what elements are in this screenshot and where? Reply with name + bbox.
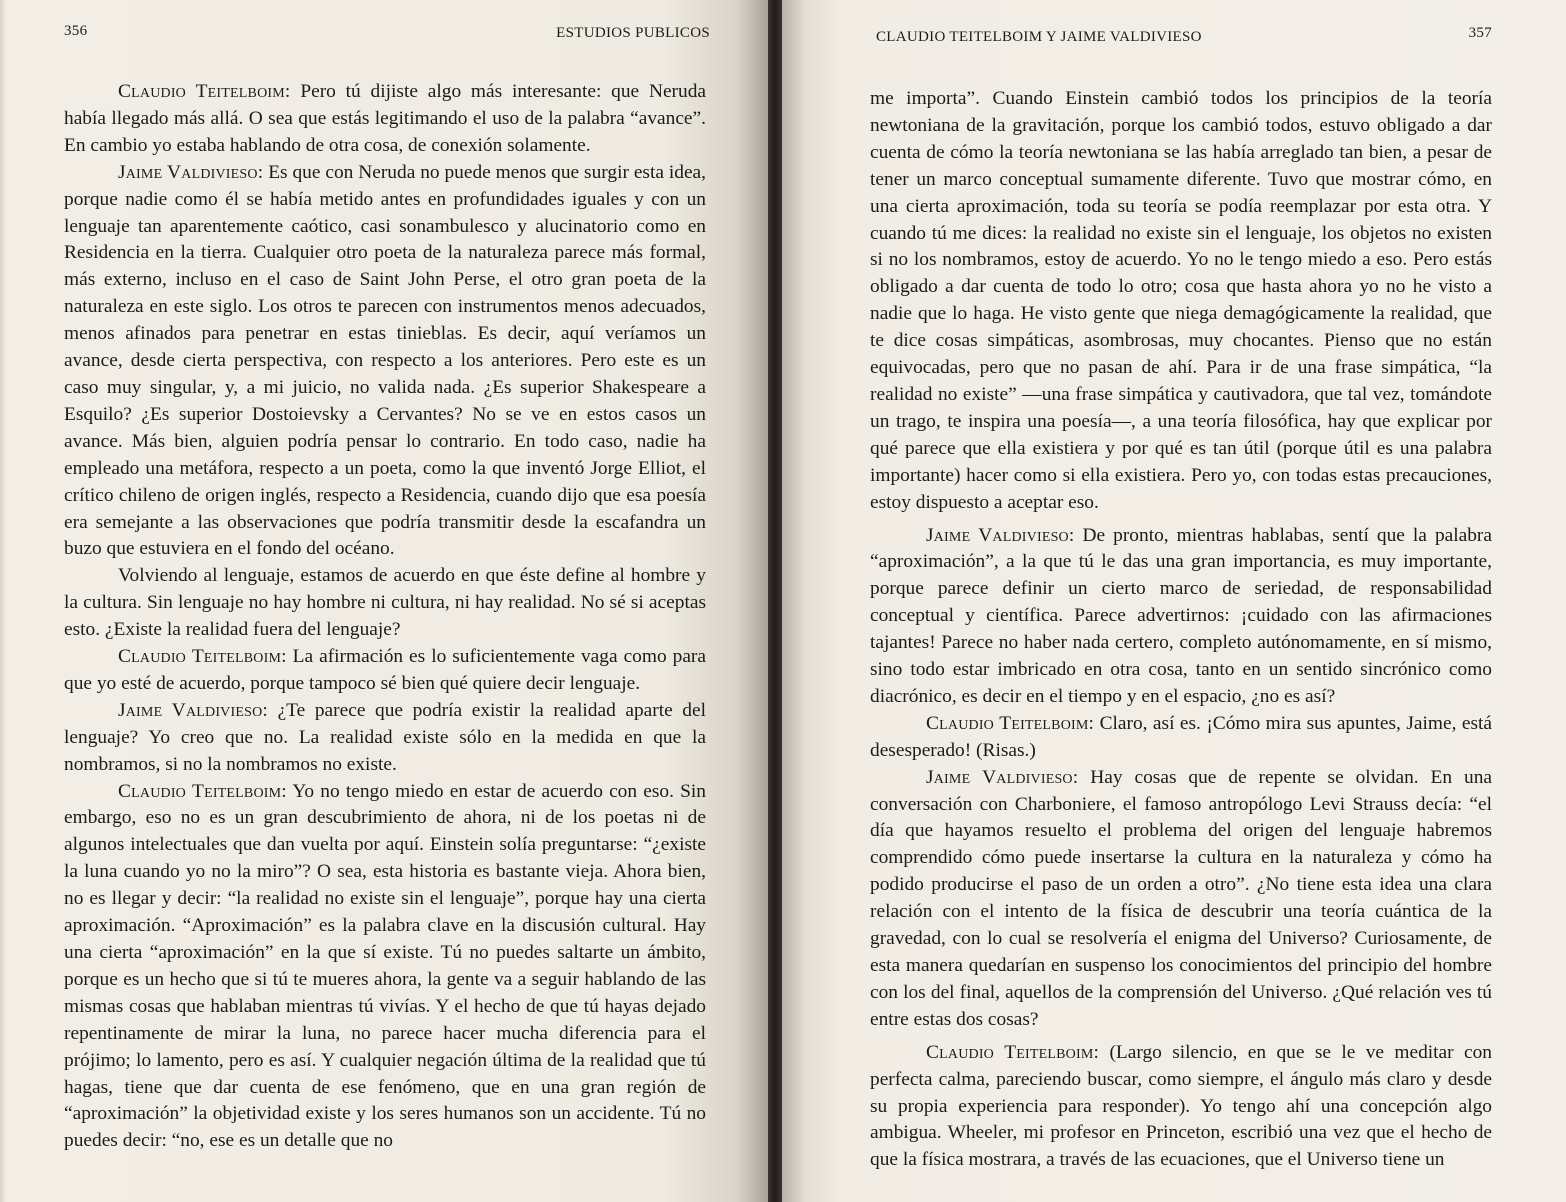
speaker-name: Jaime Valdivieso: xyxy=(118,699,268,721)
paragraph-text: Volviendo al lenguaje, estamos de acuerdo en que éste define al hombre y la cultura. Sin lenguaje no hay hombre ni cultura, ni hay realidad. No sé si aceptas esto. ¿Existe la realidad fuera del lenguaje? xyxy=(64,565,706,641)
page-number: 357 xyxy=(1468,25,1492,41)
paragraph xyxy=(64,79,706,160)
paragraph-text: Hay cosas que de repente se olvidan. En una conversación con Charboniere, el famoso antropólogo Levi Strauss decía: “el día que hayamos resuelto el problema del origen del lenguaje habremos comprendido cómo puede insertarse la cultura en la naturaleza y cómo ha podido producirse el paso de un orden a otro”. ¿No tiene esta idea una clara relación con el intento de la física de descubrir una teoría cuántica de la gravedad, con lo cual se resolvería el enigma del Universo? Curiosamente, de esta manera quedarían en suspenso los conocimientos del principio del hombre con los del final, aquellos de la comprensión del Universo. ¿Qué relación ves tú entre estas dos cosas? xyxy=(870,766,1492,1030)
paragraph-text: Yo no tengo miedo en estar de acuerdo con eso. Sin embargo, eso no es un gran descubrimiento de ahora, ni de los poetas ni de algunos intelectuales que dan vuelta por aquí. Einstein solía preguntarse: “¿existe la luna cuando yo no la miro”? O sea, esta historia es bastante vieja. Ahora bien, no es llegar y decir: “la realidad no existe sin el lenguaje”, porque hay una cierta aproximación. “Aproximación” es la palabra clave en la discusión cultural. Hay una cierta “aproximación” en la que sí existe. Tú no puedes saltarte un ámbito, porque es un hecho que si tú te mueres ahora, la gente va a seguir hablando de las mismas cosas que hablaban mientras tú vivías. Y el hecho de que tú hayas dejado repentinamente de mirar la luna, no parece hacer mucha diferencia para el prójimo; lo lamento, pero es así. Y cualquier negación última de la realidad que tú hagas, tiene que dar cuenta de ese fenómeno, que en una gran región de “aproximación” la objetividad existe y los seres humanos son un accidente. Tú no puedes decir: “no, ese es un detalle que no xyxy=(64,780,706,1152)
paragraph-text: Es que con Neruda no puede menos que surgir esta idea, porque nadie como él se había metido antes en profundidades iguales y con un lenguaje tan aparentemente caótico, casi sonambulesco y alucinatorio como en Residencia en la tierra. Cualquier otro poeta de la naturaleza parece más formal, más externo, incluso en el caso de Saint John Perse, el otro gran poeta de la naturaleza en este siglo. Los otros te parecen con instrumentos menos adecuados, menos afinados para penetrar en estas tinieblas. Es decir, aquí veríamos un avance, desde cierta perspectiva, con respecto a los anteriores. Pero este es un caso muy singular, y, a mi juicio, no valida nada. ¿Es superior Shakespeare a Esquilo? ¿Es superior Dostoievsky a Cervantes? No se ve en estos casos un avance. Más bien, alguien podría pensar lo contrario. En todo caso, nadie ha empleado una metáfora, respecto a un poeta, como la que inventó Jorge Elliot, el crítico chileno de origen inglés, respecto a Residencia, cuando dijo que esa poesía era semejante a las observaciones que podría transmitir desde la escafandra un buzo que estuviera en el fondo del océano. xyxy=(64,161,707,560)
book-gutter xyxy=(768,0,782,1202)
right-page xyxy=(782,0,1566,1202)
running-head-title: ESTUDIOS PUBLICOS xyxy=(556,25,710,41)
left-running-head xyxy=(0,18,768,46)
paragraph xyxy=(64,644,706,698)
paragraph xyxy=(64,563,706,644)
running-head-title: CLAUDIO TEITELBOIM Y JAIME VALDIVIESO xyxy=(876,29,1202,45)
speaker-name: Jaime Valdivieso: xyxy=(118,161,264,183)
speaker-name: Claudio Teitelboim: xyxy=(926,712,1095,734)
speaker-name: Claudio Teitelboim: xyxy=(118,646,287,668)
paragraph xyxy=(870,1040,1492,1175)
speaker-name: Claudio Teitelboim: xyxy=(118,780,287,802)
paragraph-text: Pero tú dijiste algo más interesante: que Neruda había llegado más allá. O sea que estás legitimando el uso de la palabra “avance”. En cambio yo estaba hablando de otra cosa, de conexión solamente. xyxy=(64,81,707,156)
paragraph xyxy=(64,698,706,779)
paragraph-text: Claro, así es. ¡Cómo mira sus apuntes, Jaime, está desesperado! (Risas.) xyxy=(870,712,1492,761)
left-page xyxy=(0,0,768,1202)
left-page-body xyxy=(64,79,706,1155)
speaker-name: Claudio Teitelboim: xyxy=(118,81,291,102)
paragraph-text: ¿Te parece que podría existir la realidad aparte del lenguaje? Yo creo que no. La realidad existe sólo en la medida en que la nombramos, si no la nombramos no existe. xyxy=(64,699,706,775)
paragraph-text: De pronto, mientras hablabas, sentí que la palabra “aproximación”, a la que tú le das una gran importancia, es muy importante, porque parece definir un cierto marco de seriedad, de responsabilidad conceptual y científica. Parece advertirnos: ¡cuidado con las afirmaciones tajantes! Parece no haber nada certero, completo autónomamente, en sí mismo, sino todo estar imbricado en otra cosa, tanto en un sentido sincrónico como diacrónico, es decir en el tiempo y en el espacio, ¿no es así? xyxy=(870,524,1492,707)
paragraph xyxy=(64,779,706,1156)
speaker-name: Jaime Valdivieso: xyxy=(926,524,1075,546)
speaker-name: Claudio Teitelboim: xyxy=(926,1041,1100,1063)
paragraph xyxy=(870,711,1492,765)
paragraph-text: La afirmación es lo suficientemente vaga como para que yo esté de acuerdo, porque tampoco sé bien qué quiere decir lenguaje. xyxy=(64,646,706,694)
right-running-head xyxy=(782,18,1566,46)
paragraph xyxy=(870,765,1492,1034)
speaker-name: Jaime Valdivieso: xyxy=(926,766,1079,788)
paragraph xyxy=(64,160,706,564)
right-page-body xyxy=(870,86,1492,1174)
paragraph-text: me importa”. Cuando Einstein cambió todos los principios de la teoría newtoniana de la gravitación, porque los cambió todos, estuvo obligado a dar cuenta de cómo la teoría newtoniana se las había arreglado tan bien, a pesar de tener un marco conceptual sumamente diferente. Tuvo que mostrar cómo, en una cierta aproximación, toda su teoría se podía reemplazar por esta otra. Y cuando tú me dices: la realidad no existe sin el lenguaje, los objetos no existen si no los nombramos, estoy de acuerdo. Yo no le tengo miedo a eso. Pero estás obligado a dar cuenta de todo lo otro; cosa que hasta ahora yo no he visto a nadie que lo haga. He visto gente que niega demagógicamente la realidad, que te dice cosas simpáticas, asombrosas, muy chocantes. Pienso que no están equivocadas, pero que no pasan de ahí. Para ir de una frase simpática, “la realidad no existe” —una frase simpática y cautivadora, que tal vez, tomándote un trago, te inspira una poesía—, a una teoría filosófica, hay que explicar por qué parece que ella existiera y por qué es tan útil (porque útil es una palabra importante) hacer como si ella existiera. Pero yo, con todas estas precauciones, estoy dispuesto a aceptar eso. xyxy=(870,88,1492,513)
page-number: 356 xyxy=(64,23,88,39)
paragraph xyxy=(870,86,1492,517)
paragraph xyxy=(870,523,1492,711)
paragraph-text: (Largo silencio, en que se le ve meditar con perfecta calma, pareciendo buscar, como siempre, el ángulo más claro y desde su propia experiencia para responder). Yo tengo ahí una concepción algo ambigua. Wheeler, mi profesor en Princeton, escribió una vez que el hecho de que la física mostrara, a través de las ecuaciones, que el Universo tiene un xyxy=(870,1041,1492,1171)
